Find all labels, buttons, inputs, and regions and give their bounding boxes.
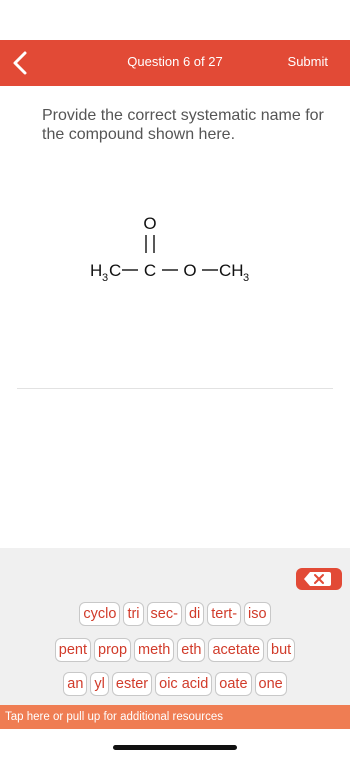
back-button[interactable] [4,46,38,80]
methyl-left-sub: 3 [102,272,109,284]
key-one[interactable]: one [255,672,287,696]
ester-oxygen: O [183,261,197,280]
key-acetate[interactable]: acetate [208,638,264,662]
key-tert[interactable]: tert- [207,602,241,626]
keyboard-row-1 [0,602,350,626]
key-ester[interactable]: ester [112,672,152,696]
submit-button[interactable]: Submit [287,54,328,69]
chemical-structure [80,205,280,295]
methyl-right-ch: CH [219,261,244,280]
question-counter: Question 6 of 27 [127,54,223,69]
key-but[interactable]: but [267,638,295,662]
key-an[interactable]: an [63,672,87,696]
key-pent[interactable]: pent [55,638,91,662]
home-indicator[interactable] [113,745,237,750]
key-yl[interactable]: yl [90,672,108,696]
carbonyl-oxygen: O [143,214,157,233]
key-prop[interactable]: prop [94,638,131,662]
question-text: Provide the correct systematic name for the compound shown here. [42,107,324,143]
key-di[interactable]: di [185,602,204,626]
key-meth[interactable]: meth [134,638,174,662]
divider [17,388,333,389]
name-keyboard [0,548,350,705]
key-cyclo[interactable]: cyclo [79,602,120,626]
delete-button[interactable] [296,568,342,590]
key-oate[interactable]: oate [215,672,251,696]
key-iso[interactable]: iso [244,602,271,626]
resources-bar[interactable]: Tap here or pull up for additional resources [0,705,350,729]
key-eth[interactable]: eth [177,638,205,662]
keyboard-row-3 [0,672,350,696]
methyl-left-h: H [90,261,103,280]
question-header [0,40,350,86]
methyl-right-sub: 3 [243,272,250,284]
keyboard-row-2 [0,638,350,662]
key-tri[interactable]: tri [123,602,143,626]
methyl-left-c: C [109,261,122,280]
key-sec[interactable]: sec- [147,602,182,626]
key-oic-acid[interactable]: oic acid [155,672,212,696]
chevron-left-icon [4,46,38,80]
carbonyl-carbon: C [143,261,157,280]
backspace-icon [296,568,342,590]
